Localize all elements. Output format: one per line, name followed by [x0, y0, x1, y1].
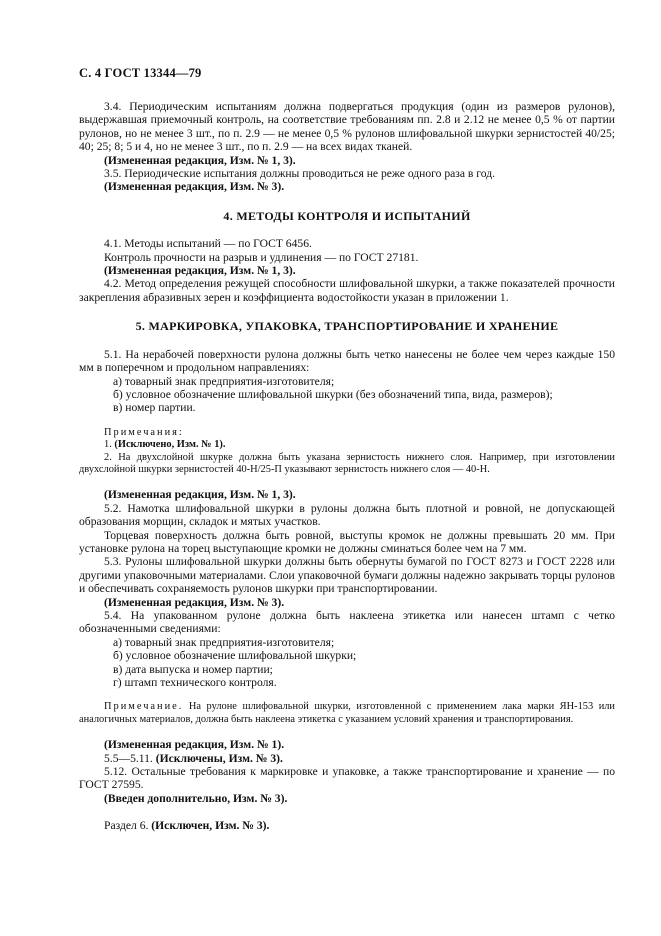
clause-5-2b: Торцевая поверхность должна быть ровной, выступы кромок не должны превышать 20 мм. При установке рулона на торец выступающие кромки не должны сминаться более чем на 7 мм.: [79, 528, 615, 555]
section-6-label: Раздел 6.: [104, 819, 149, 833]
clause-4-2: 4.2. Метод определения режущей способности шлифовальной шкурки, а также показателей прочности закрепления абразивных зерен и коэффициента водостойкости указан в приложении 1.: [79, 277, 615, 304]
note-3-text: На рулоне шлифовальной шкурки, изготовленной с применением лака марки ЯН-153 или аналогичных материалов, должна быть наклеена этикетка с указанием условий хранения и транспортирования.: [79, 701, 615, 725]
edition-note: (Измененная редакция, Изм. № 3).: [104, 180, 285, 194]
note-2: 2. На двухслойной шкурке должна быть указана зернистость нижнего слоя. Например, при изготовлении двухслойной шкурки зернистостей 40-Н/25-П указывают зернистость нижнего слоя — 40-Н.: [79, 451, 615, 475]
edition-note: (Измененная редакция, Изм. № 1).: [104, 738, 285, 752]
clause-3-4: 3.4. Периодическим испытаниям должна подвергаться продукция (один из размеров рулонов), выдержавшая приемочный контроль, на соответствие требованиям пп. 2.8 и 2.12 не менее 0,5 % от партии рулонов, но не менее 3 шт., по п. 2.9 — не менее 0,5 % рулонов шлифовальной шкурки зернистостей 40/25; 40; 25; 8; 5 и 4, но не менее 3 шт., по п. 2.9 — на всех видах тканей.: [79, 100, 615, 154]
document-body: [79, 100, 615, 833]
list-item: б) условное обозначение шлифовальной шкурки (без обозначений типа, вида, размеров);: [113, 387, 553, 401]
page-header: С. 4 ГОСТ 13344—79: [79, 66, 202, 80]
edition-note: (Измененная редакция, Изм. № 1, 3).: [104, 264, 296, 278]
clause-5-12: 5.12. Остальные требования к маркировке и упаковке, а также транспортирование и хранение — по ГОСТ 27595.: [79, 765, 615, 792]
clause-number: 5.5—5.11.: [104, 751, 153, 765]
list-item: в) дата выпуска и номер партии;: [113, 662, 273, 676]
edition-note: (Измененная редакция, Изм. № 3).: [104, 595, 285, 609]
section-6: [79, 819, 615, 832]
note-3-label: Примечание.: [104, 701, 184, 713]
section-5-title: 5. МАРКИРОВКА, УПАКОВКА, ТРАНСПОРТИРОВАНИЕ И ХРАНЕНИЕ: [135, 319, 559, 334]
note-1-text: (Исключено, Изм. № 1).: [114, 439, 226, 451]
clause-5-3: 5.3. Рулоны шлифовальной шкурки должны быть обернуты бумагой по ГОСТ 8273 и ГОСТ 2228 или другими упаковочными материалами. Слои упаковочной бумаги должны надежно закрывать торцы рулонов и обеспечивать сохраняемость рулонов шкурки при транспортировании.: [79, 555, 615, 596]
note-1-number: 1.: [104, 439, 112, 451]
section-6-status: (Исключен, Изм. № 3).: [151, 819, 270, 833]
list-item: в) номер партии.: [113, 401, 196, 415]
list-item: г) штамп технического контроля.: [113, 676, 277, 690]
list-item: а) товарный знак предприятия-изготовителя;: [113, 635, 335, 649]
list-item: а) товарный знак предприятия-изготовителя;: [113, 374, 335, 388]
section-4-title: 4. МЕТОДЫ КОНТРОЛЯ И ИСПЫТАНИЙ: [223, 208, 471, 223]
clause-5-4: 5.4. На упакованном рулоне должна быть наклеена этикетка или нанесен штамп с четко обозначенными сведениями:: [79, 609, 615, 636]
clause-4-1b: Контроль прочности на разрыв и удлинения — по ГОСТ 27181.: [104, 250, 419, 264]
edition-note: (Измененная редакция, Изм. № 1, 3).: [104, 153, 296, 167]
list-item: б) условное обозначение шлифовальной шкурки;: [113, 649, 357, 663]
clause-4-1: 4.1. Методы испытаний — по ГОСТ 6456.: [104, 237, 312, 251]
clause-3-5: 3.5. Периодические испытания должны проводиться не реже одного раза в год.: [104, 167, 496, 181]
clause-status: (Исключены, Изм. № 3).: [155, 751, 283, 765]
clause-5-5-5-11: [79, 752, 615, 765]
note-1: [79, 439, 615, 451]
note-3: [79, 701, 615, 726]
edition-note: (Введен дополнительно, Изм. № 3).: [104, 791, 288, 805]
notes-label: Примечания:: [104, 426, 184, 438]
clause-5-2: 5.2. Намотка шлифовальной шкурки в рулоны должна быть плотной и ровной, не допускающей образования морщин, складок и мятых участков.: [79, 501, 615, 529]
clause-5-1: 5.1. На нерабочей поверхности рулона должны быть четко нанесены не более чем через каждые 150 мм в поперечном и продольном направлениях:: [79, 347, 615, 375]
edition-note: (Измененная редакция, Изм. № 1, 3).: [104, 488, 296, 502]
